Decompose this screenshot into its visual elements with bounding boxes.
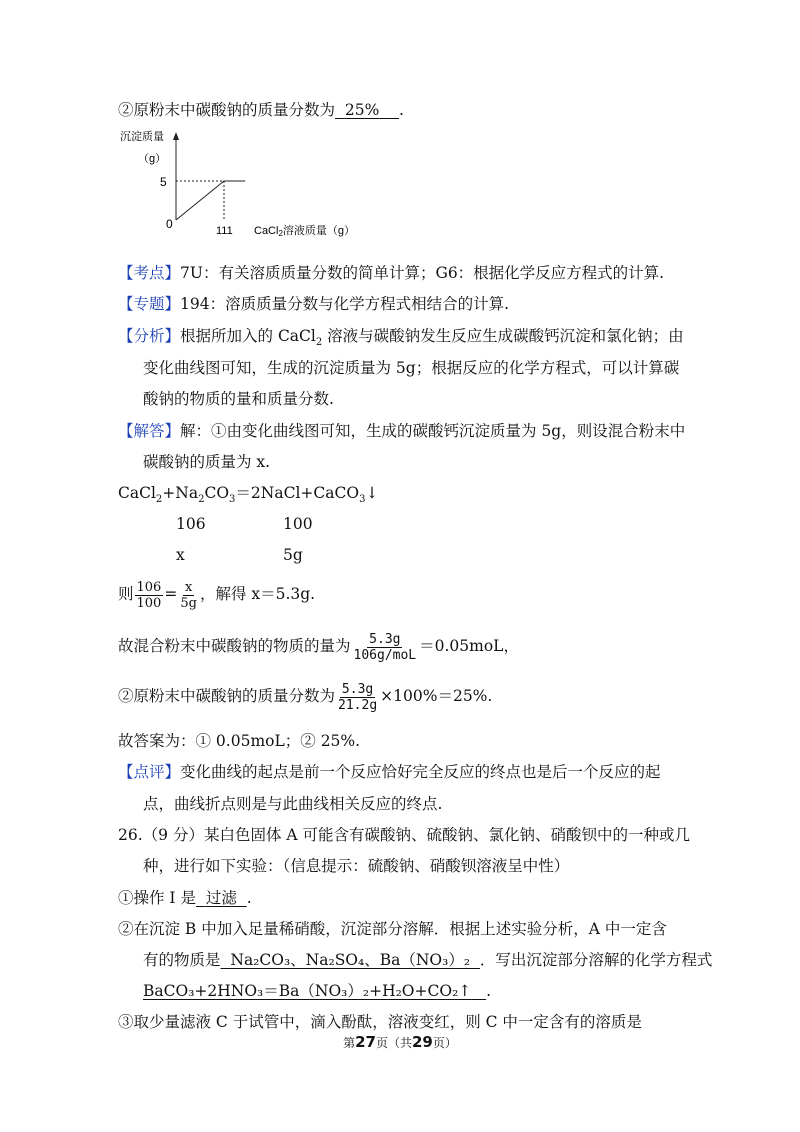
op2-line3 [143, 981, 491, 1001]
chart-origin: 0 [166, 217, 173, 231]
ratio-row2-b: 5g [283, 546, 303, 564]
ratio-row2-a: x [176, 546, 185, 564]
jieda-text: 解：①由变化曲线图可知，生成的碳酸钙沉淀质量为 5g，则设混合粉末中 [180, 422, 686, 440]
fenxi-line3: 酸钠的物质的量和质量分数. [143, 390, 334, 408]
eq-p1: CaCl [118, 484, 156, 502]
chart-ylabel: 沉淀质量 [120, 131, 164, 143]
kaodian [118, 263, 664, 283]
ze-line [118, 578, 315, 611]
kaodian-tag: 【考点】 [118, 264, 181, 282]
dianping-tag: 【点评】 [118, 763, 181, 781]
eq-s3: 3 [229, 494, 236, 506]
q2-suffix: . [399, 101, 404, 119]
ze-n2: x [184, 579, 193, 595]
op2-l2pre: 有的物质是 [143, 951, 221, 969]
q2-answer: 25% [344, 101, 380, 119]
dianping-line1 [118, 762, 661, 782]
ze-d1: 100 [136, 595, 162, 611]
ze-pre: 则 [118, 585, 134, 603]
percent-line [118, 680, 492, 713]
q2-prefix: ②原粉末中碳酸钠的质量分数为 [118, 101, 336, 119]
jieda-line2: 碳酸钠的质量为 x. [143, 453, 271, 471]
fraction-percent [336, 682, 379, 713]
moles-pre: 故混合粉末中碳酸钠的物质的量为 [118, 637, 351, 655]
q2-line [118, 100, 404, 120]
footer-total: 29 [412, 1033, 433, 1051]
footer-pre: 第 [343, 1036, 356, 1050]
chart-x-tick: 111 [216, 225, 233, 237]
chemical-equation [118, 483, 378, 510]
footer-mid: 页（共 [375, 1036, 412, 1050]
op1-line [118, 888, 252, 908]
fenxi-sub: 2 [315, 337, 323, 349]
percent-post: ×100%＝25%. [380, 687, 493, 705]
page-footer [0, 1033, 800, 1051]
fenxi-l1a: 根据所加入的 CaCl [180, 327, 316, 345]
eq-p3: CO [204, 484, 230, 502]
footer-page: 27 [355, 1033, 376, 1051]
eq-p5: ↓ [365, 484, 379, 502]
precipitate-chart [118, 128, 368, 243]
op3-line1: ③取少量滤液 C 于试管中，滴入酚酞，溶液变红，则 C 中一定含有的溶质是 [118, 1013, 642, 1031]
op1-post: . [246, 889, 252, 907]
op2-equation-answer: BaCO₃+2HNO₃＝Ba（NO₃）₂+H₂O+CO₂↑ [143, 982, 472, 1000]
moles-line [118, 630, 519, 663]
op1-pre: ①操作 I 是 [118, 889, 196, 907]
eq-s1: 2 [155, 494, 163, 506]
series-line [176, 181, 245, 220]
zhuanti-tag: 【专题】 [118, 295, 181, 313]
op2-eq-pad [471, 982, 486, 1000]
dianping-line2: 点，曲线折点则是与此曲线相关反应的终点. [143, 795, 443, 813]
zhuanti [118, 294, 509, 314]
ze-eq: = [164, 585, 178, 603]
fraction-106-100 [135, 580, 164, 611]
fraction-x-5g [178, 580, 199, 611]
jieda-tag: 【解答】 [118, 422, 181, 440]
moles-post: ＝0.05moL， [419, 637, 519, 655]
q26-line2: 种，进行如下实验：（信息提示：硫酸钠、硝酸钡溶液呈中性） [143, 857, 570, 875]
kaodian-text: 7U：有关溶质质量分数的简单计算；G6：根据化学反应方程式的计算. [180, 264, 665, 282]
chart-y-tick: 5 [160, 175, 167, 189]
moles-den: 106g/moL [353, 647, 417, 663]
eq-s2: 2 [198, 494, 205, 506]
op1-answer: 过滤 [205, 889, 237, 907]
ratio-row1-b: 100 [283, 515, 313, 533]
op2-l3post: . [486, 982, 491, 1000]
percent-den: 21.2g [338, 697, 378, 713]
op2-l2post: ．写出沉淀部分溶解的化学方程式 [479, 951, 713, 969]
y-axis-arrow [173, 132, 179, 140]
percent-pre: ②原粉末中碳酸钠的质量分数为 [118, 687, 336, 705]
chart-xlabel: CaCl2溶液质量（g） [254, 225, 356, 238]
q26-line1: 26.（9 分）某白色固体 A 可能含有碳酸钠、硫酸钠、氯化钠、硝酸钡中的一种或几 [118, 826, 690, 844]
eq-p2: +Na [162, 484, 199, 502]
eq-p4: ＝2NaCl+CaCO [235, 484, 360, 502]
answer-line: 故答案为：① 0.05moL；② 25%. [118, 732, 361, 750]
ze-post: ，解得 x＝5.3g. [199, 585, 316, 603]
ze-n1: 106 [136, 579, 162, 595]
op2-line1: ②在沉淀 B 中加入足量稀硝酸，沉淀部分溶解．根据上述实验分析，A 中一定含 [118, 920, 667, 938]
ze-d2: 5g [180, 595, 197, 611]
dianping-text: 变化曲线的起点是前一个反应恰好完全反应的终点也是后一个反应的起 [180, 763, 661, 781]
fenxi-l1b: 溶液与碳酸钠发生反应生成碳酸钙沉淀和氯化钠；由 [322, 327, 684, 345]
zhuanti-text: 194：溶质质量分数与化学方程式相结合的计算. [180, 295, 510, 313]
percent-num: 5.3g [341, 681, 374, 697]
jieda-line1 [118, 421, 685, 441]
fenxi-line1 [118, 326, 684, 353]
moles-num: 5.3g [369, 631, 401, 647]
footer-post: 页） [432, 1036, 457, 1050]
fraction-moles [352, 632, 419, 663]
eq-s4: 3 [359, 494, 366, 506]
fenxi-tag: 【分析】 [118, 327, 181, 345]
chart-yunit: （g） [138, 153, 167, 165]
op2-answer: Na₂CO₃、Na₂SO₄、Ba（NO₃）₂ [230, 951, 471, 969]
op2-line2 [143, 950, 712, 970]
ratio-row1-a: 106 [176, 515, 206, 533]
fenxi-line2: 变化曲线图可知，生成的沉淀质量为 5g；根据反应的化学方程式，可以计算碳 [143, 359, 680, 377]
